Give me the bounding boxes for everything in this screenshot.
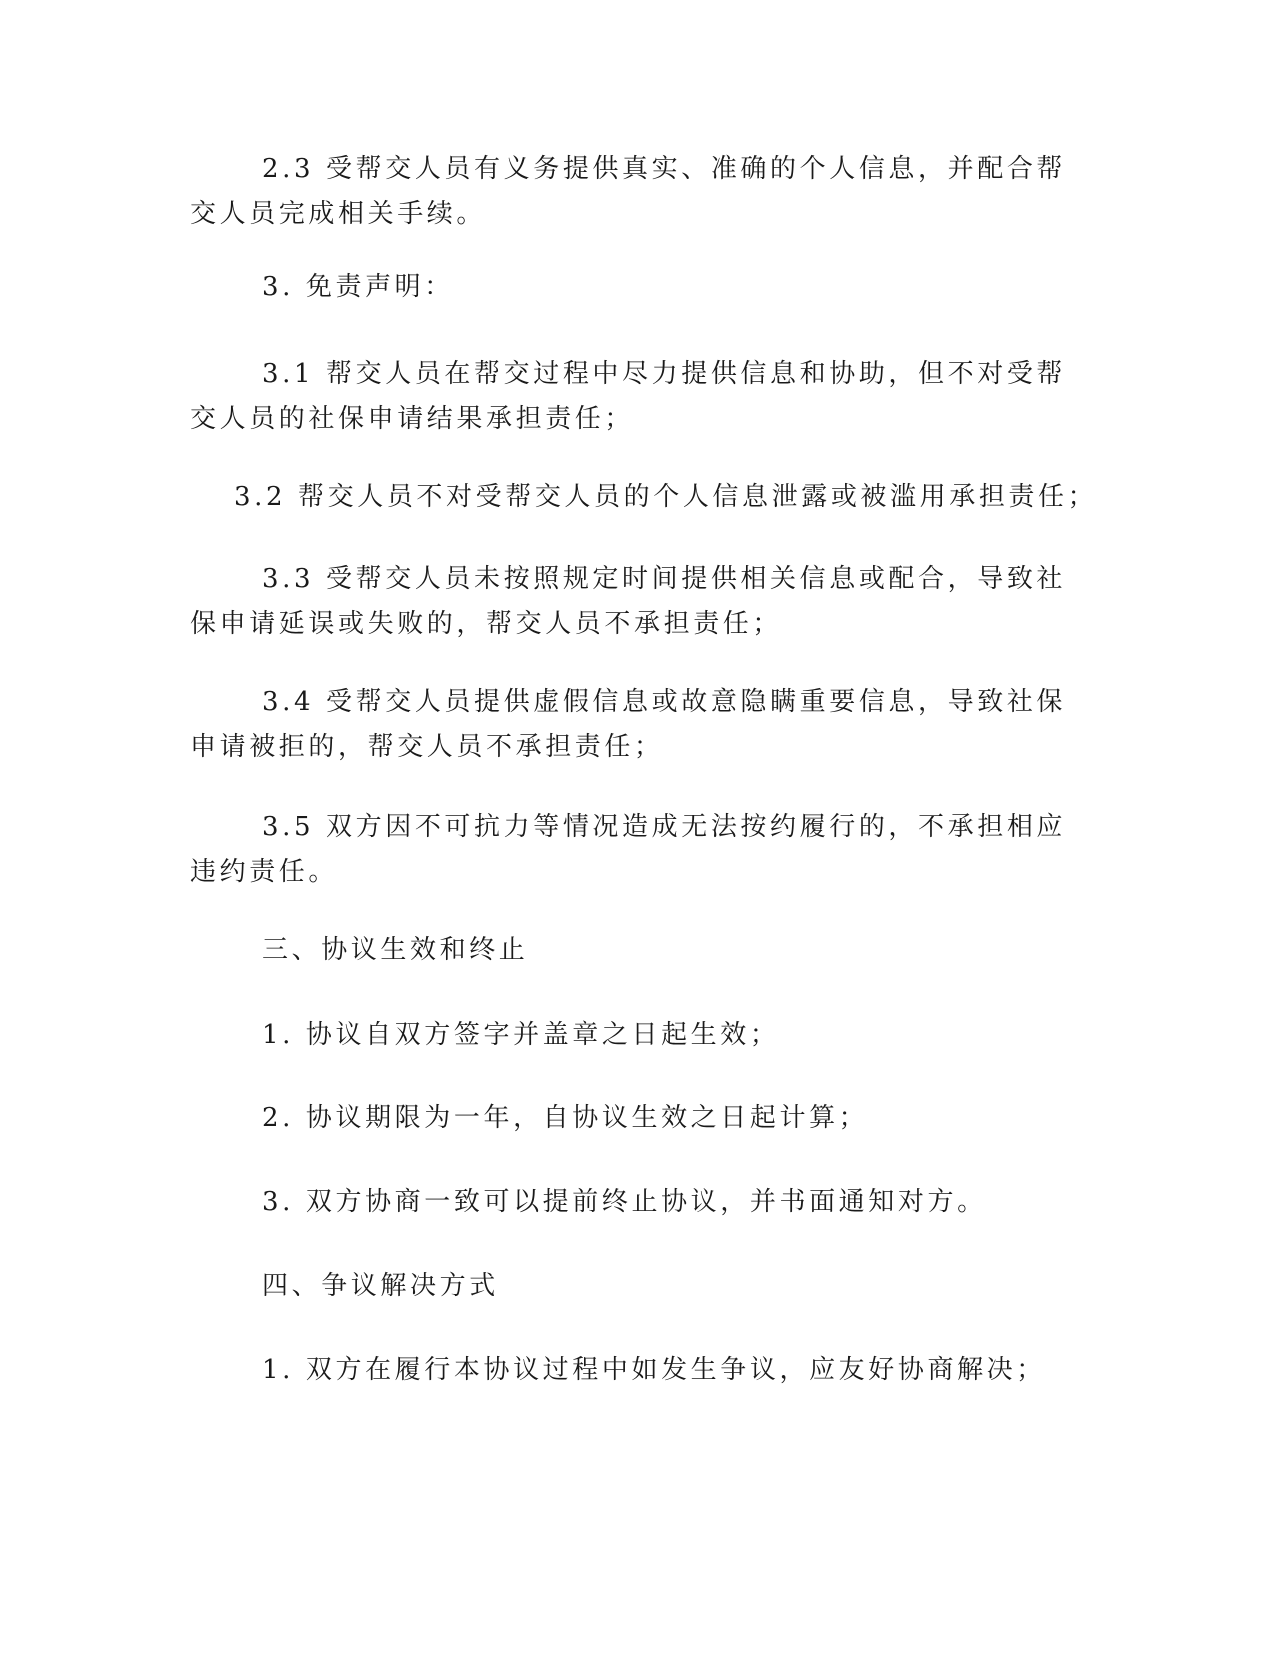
paragraph-2-3: 2.3 受帮交人员有义务提供真实、准确的个人信息，并配合帮交人员完成相关手续。 [190,154,1067,229]
agreement-item-3: 3. 双方协商一致可以提前终止协议，并书面通知对方。 [262,1187,987,1217]
section-heading-agreement-effect: 三、协议生效和终止 [262,935,529,965]
section-3-heading: 3. 免责声明： [262,272,454,302]
paragraph-3-1: 3.1 帮交人员在帮交过程中尽力提供信息和协助，但不对受帮交人员的社保申请结果承担责任； [190,359,1067,434]
paragraph-3-2: 3.2 帮交人员不对受帮交人员的个人信息泄露或被滥用承担责任； [234,482,1098,512]
agreement-item-1: 1. 协议自双方签字并盖章之日起生效； [262,1020,780,1050]
dispute-item-1: 1. 双方在履行本协议过程中如发生争议，应友好协商解决； [262,1355,1046,1385]
section-heading-dispute: 四、争议解决方式 [262,1271,499,1301]
agreement-item-2: 2. 协议期限为一年，自协议生效之日起计算； [262,1103,869,1133]
paragraph-3-5: 3.5 双方因不可抗力等情况造成无法按约履行的，不承担相应违约责任。 [190,812,1067,887]
paragraph-3-3: 3.3 受帮交人员未按照规定时间提供相关信息或配合，导致社保申请延误或失败的，帮交人员不承担责任； [190,564,1067,639]
paragraph-3-4: 3.4 受帮交人员提供虚假信息或故意隐瞒重要信息，导致社保申请被拒的，帮交人员不承担责任； [190,687,1067,762]
